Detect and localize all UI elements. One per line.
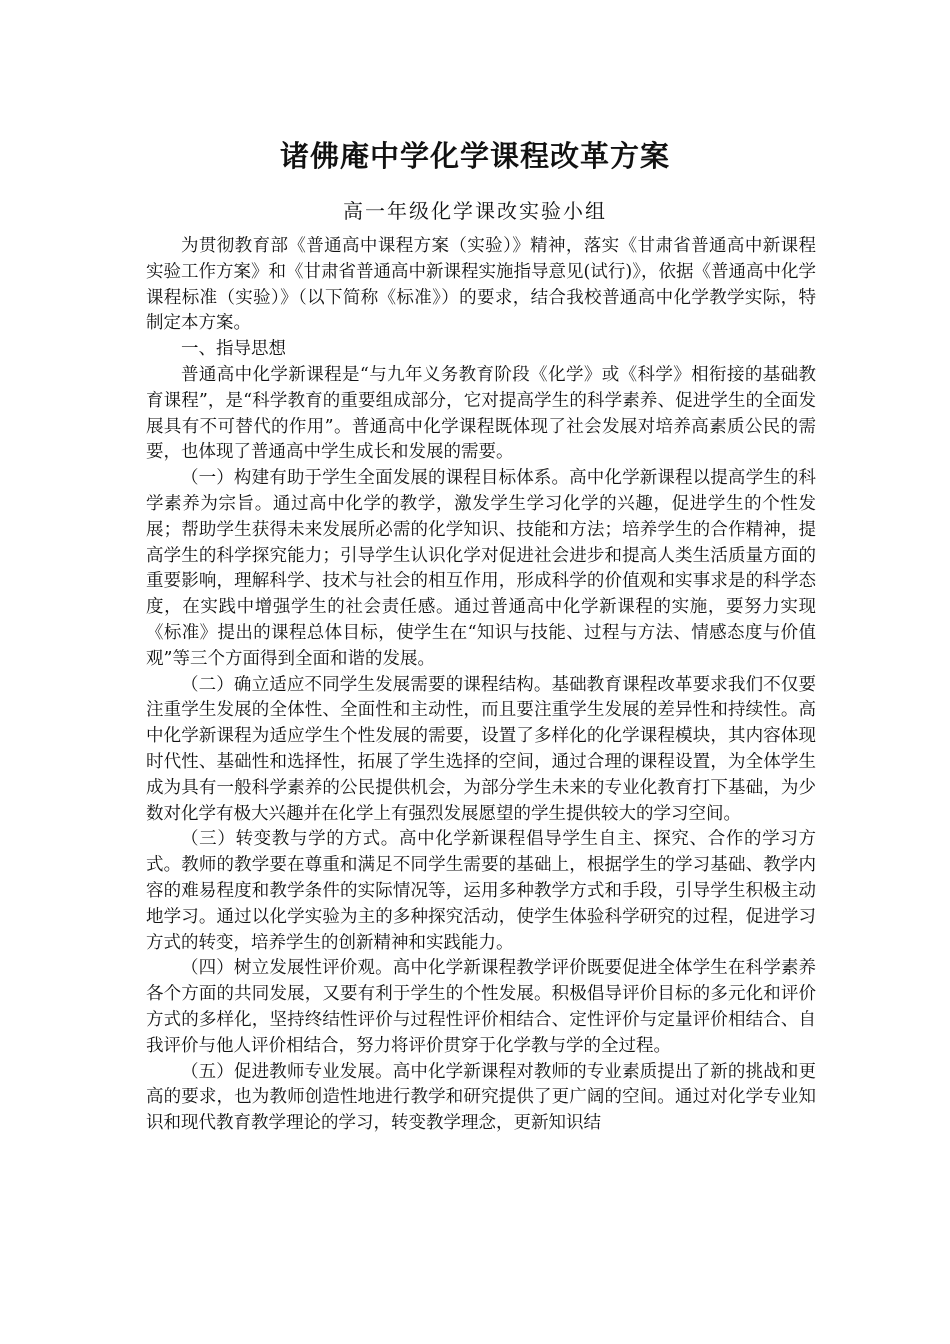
item-3-paragraph: （三）转变教与学的方式。高中化学新课程倡导学生自主、探究、合作的学习方式。教师的教学要在尊重和满足不同学生需要的基础上，根据学生的学习基础、教学内容的难易程度和教学条件的实际情况等，运用多种教学方式和手段，引导学生积极主动地学习。通过以化学实验为主的多种探究活动，使学生体验科学研究的过程，促进学习方式的转变，培养学生的创新精神和实践能力。 [146, 829, 816, 953]
section-heading-guiding-thought: 一、指导思想 [181, 339, 286, 360]
item-4-paragraph: （四）树立发展性评价观。高中化学新课程教学评价既要促进全体学生在科学素养各个方面的共同发展，又要有利于学生的个性发展。积极倡导评价目标的多元化和评价方式的多样化，坚持终结性评价与过程性评价相结合、定性评价与定量评价相结合、自我评价与他人评价相结合，努力将评价贯穿于化学教与学的全过程。 [146, 958, 816, 1056]
item-2-paragraph: （二）确立适应不同学生发展需要的课程结构。基础教育课程改革要求我们不仅要注重学生发展的全体性、全面性和主动性，而且要注重学生发展的差异性和持续性。高中化学新课程为适应学生个性发展的需要，设置了多样化的化学课程模块，其内容体现时代性、基础性和选择性，拓展了学生选择的空间，通过合理的课程设置，为全体学生成为具有一般科学素养的公民提供机会，为部分学生未来的专业化教育打下基础，为少数对化学有极大兴趣并在化学上有强烈发展愿望的学生提供较大的学习空间。 [146, 674, 816, 824]
document-body [146, 234, 816, 1137]
page-subtitle: 高一年级化学课改实验小组 [343, 199, 607, 223]
item-1-paragraph: （一）构建有助于学生全面发展的课程目标体系。高中化学新课程以提高学生的科学素养为宗旨。通过高中化学的教学，激发学生学习化学的兴趣，促进学生的个性发展；帮助学生获得未来发展所必需的化学知识、技能和方法；培养学生的合作精神，提高学生的科学探究能力；引导学生认识化学对促进社会进步和提高人类生活质量方面的重要影响，理解科学、技术与社会的相互作用，形成科学的价值观和实事求是的科学态度，在实践中增强学生的社会责任感。通过普通高中化学新课程的实施，要努力实现《标准》提出的课程总体目标，使学生在“知识与技能、过程与方法、情感态度与价值观”等三个方面得到全面和谐的发展。 [146, 468, 816, 669]
page-title: 诸佛庵中学化学课程改革方案 [279, 139, 670, 173]
intro-paragraph: 为贯彻教育部《普通高中课程方案（实验）》精神，落实《甘肃省普通高中新课程实验工作方案》和《甘肃省普通高中新课程实施指导意见(试行)》，依据《普通高中化学课程标准（实验）》（以下简称《标准》）的要求，结合我校普通高中化学教学实际，特制定本方案。 [146, 236, 816, 334]
guiding-thought-paragraph: 普通高中化学新课程是“与九年义务教育阶段《化学》或《科学》相衔接的基础教育课程”，是“科学教育的重要组成部分，它对提高学生的科学素养、促进学生的全面发展具有不可替代的作用”。普通高中化学课程既体现了社会发展对培养高素质公民的需要，也体现了普通高中学生成长和发展的需要。 [146, 364, 816, 463]
item-5-paragraph: （五）促进教师专业发展。高中化学新课程对教师的专业素质提出了新的挑战和更高的要求，也为教师创造性地进行教学和研究提供了更广阔的空间。通过对化学专业知识和现代教育教学理论的学习，转变教学理念，更新知识结 [146, 1061, 816, 1134]
